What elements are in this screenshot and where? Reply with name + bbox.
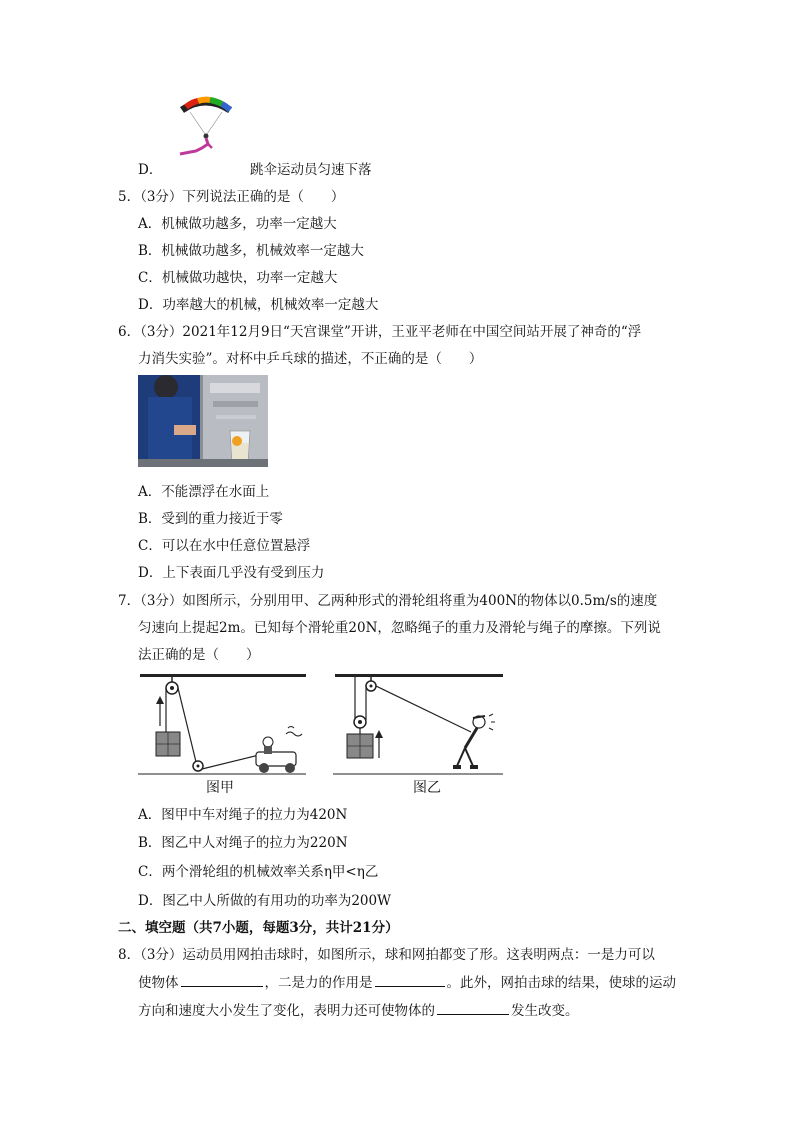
answer-blank-3[interactable]: [437, 1000, 509, 1015]
q4-option-d-text: 跳伞运动员匀速下落: [250, 162, 372, 178]
section-heading: 二、填空题（共7小题，每题3分，共计21分）: [118, 920, 399, 936]
figure-a-label: 图甲: [206, 780, 234, 796]
q7-stem-line2: 匀速向上提起2m。已知每个滑轮重20N，忽略绳子的重力及滑轮与绳子的摩擦。下列说: [138, 620, 661, 636]
q7-stem-line1: 7．（3分）如图所示，分别用甲、乙两种形式的滑轮组将重为400N的物体以0.5m/s的速度: [118, 593, 658, 609]
space-station-photo: [138, 375, 268, 467]
q7-option-b: B．图乙中人对绳子的拉力为220N: [138, 835, 348, 851]
q4-option-d-letter: D．: [138, 162, 163, 178]
q7-option-d: D．图乙中人所做的有用功的功率为200W: [138, 893, 391, 909]
q7-option-c: C．两个滑轮组的机械效率关系η甲<η乙: [138, 864, 379, 880]
q5-option-d: D．功率越大的机械，机械效率一定越大: [138, 297, 379, 313]
q5-option-c: C．机械做功越快，功率一定越大: [138, 270, 338, 286]
q8-line2-c: 。此外，网拍击球的结果，使球的运动: [446, 975, 676, 991]
q5-stem: 5．（3分）下列说法正确的是（ ）: [118, 189, 345, 205]
q8-line2: [138, 971, 676, 991]
q6-option-c: C．可以在水中任意位置悬浮: [138, 538, 311, 554]
q8-line3-b: 发生改变。: [511, 1003, 579, 1019]
q6-stem-line2: 力消失实验”。对杯中乒乓球的描述，不正确的是（ ）: [138, 351, 483, 367]
q8-line2-a: 使物体: [138, 975, 179, 991]
answer-blank-2[interactable]: [375, 972, 445, 987]
q5-option-a: A．机械做功越多，功率一定越大: [138, 216, 337, 232]
pulley-figure-b: [333, 670, 505, 776]
q8-line3: [138, 999, 579, 1019]
answer-blank-1[interactable]: [181, 972, 263, 987]
parachute-image: [172, 96, 242, 166]
q8-line2-b: ，二是力的作用是: [264, 975, 373, 991]
q8-line1: 8．（3分）运动员用网拍击球时，如图所示，球和网拍都变了形。这表明两点：一是力可以: [118, 947, 655, 963]
q7-stem-line3: 法正确的是（ ）: [138, 647, 260, 663]
q6-option-a: A．不能漂浮在水面上: [138, 484, 270, 500]
figure-b-label: 图乙: [413, 780, 441, 796]
q7-option-a: A．图甲中车对绳子的拉力为420N: [138, 807, 348, 823]
q6-option-d: D．上下表面几乎没有受到压力: [138, 565, 325, 581]
q5-option-b: B．机械做功越多，机械效率一定越大: [138, 243, 364, 259]
q6-option-b: B．受到的重力接近于零: [138, 511, 283, 527]
q8-line3-a: 方向和速度大小发生了变化，表明力还可使物体的: [138, 1003, 435, 1019]
q6-stem-line1: 6．（3分）2021年12月9日“天宫课堂”开讲，王亚平老师在中国空间站开展了神奇的“浮: [118, 324, 642, 340]
pulley-figure-a: [138, 670, 308, 776]
